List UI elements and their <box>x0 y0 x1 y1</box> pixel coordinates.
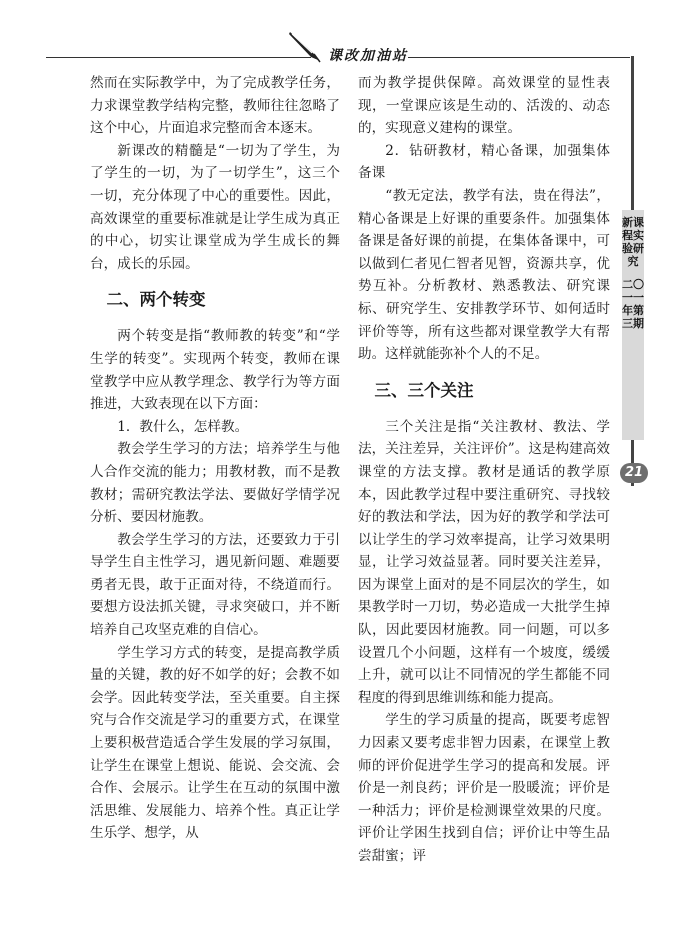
paragraph: 教会学生学习的方法；培养学生与他人合作交流的能力；用教材教，而不是教教材；需研究教法学法、要做好学情学况分析、要因材施教。 <box>90 441 340 526</box>
paragraph: 新课改的精髓是“一切为了学生，为了学生的一切，为了一切学生”，这三个一切，充分体现了中心的重要性。因此，高效课堂的重要标准就是让学生成为真正的中心，切实让课堂成为学生成长的舞台，成长的乐园。 <box>90 142 340 272</box>
page-number: 21 <box>620 463 648 483</box>
paragraph: “教无定法，教学有法，贵在得法”，精心备课是上好课的重要条件。加强集体备课是备好课的前提，在集体备课中，可以做到仁者见仁智者见智，资源共享，优势互补。分析教材、熟悉教法、研究课标、研究学生、安排教学环节、如何适时评价等等，所有这些都对课堂教学大有帮助。这样就能弥补个人的不足。 <box>358 187 610 363</box>
journal-name: 新课程实验研究 <box>622 216 644 268</box>
paragraph: 而为教学提供保障。高效课堂的显性表现，一堂课应该是生动的、活泼的、动态的，实现意义建构的课堂。 <box>358 75 610 137</box>
side-label <box>622 216 644 330</box>
issue-label: 二〇一一年第三期 <box>622 278 644 330</box>
section-heading: 二、两个转变 <box>106 290 206 310</box>
header-title: 课改加油站 <box>328 48 408 64</box>
right-column <box>358 72 610 868</box>
paragraph: 然而在实际教学中，为了完成教学任务，力求课堂教学结构完整，教师往往忽略了这个中心，片面追求完整而舍本逐末。 <box>90 75 340 137</box>
paragraph: 2．钻研教材，精心备课，加强集体备课 <box>358 142 610 182</box>
page-header <box>0 0 680 70</box>
paragraph: 学生学习方式的转变，是提高教学质量的关键，教的好不如学的好；会教不如会学。因此转变学法，至关重要。自主探究与合作交流是学习的重要方式，在课堂上要积极营造适合学生发展的学习氛围，让学生在课堂上想说、能说、会交流、会合作、会展示。让学生在互动的氛围中激活思维、发展能力、培养个性。真正让学生乐学、想学，从 <box>90 644 340 842</box>
paragraph: 学生的学习质量的提高，既要考虑智力因素又要考虑非智力因素，在课堂上教师的评价促进学生学习的提高和发展。评价是一剂良药；评价是一股暖流；评价是一种活力；评价是检测课堂效果的尺度。评价让学困生找到自信；评价让中等生品尝甜蜜；评 <box>358 712 610 864</box>
left-column <box>90 72 340 845</box>
paragraph: 两个转变是指“教师教的转变”和“学生学的转变”。实现两个转变，教师在课堂教学中应从教学理念、教学行为等方面推进，大致表现在以下方面： <box>90 328 340 413</box>
pen-icon <box>286 28 324 64</box>
paragraph: 三个关注是指“关注教材、教法、学法，关注差异，关注评价”。这是构建高效课堂的方法支撑。教材是通话的教学原本，因此教学过程中要注重研究、寻找较好的教法和学法，因为好的教学和学法可以让学生的学习效率提高，让学习效果明显，让学习效益显著。同时要关注差异，因为课堂上面对的是不同层次的学生，如果教学时一刀切，势必造成一大批学生掉队，因此要因材施教。同一问题，可以多设置几个小问题，这样有一个坡度，缓缓上升，就可以让不同情况的学生都能不同程度的得到思维训练和能力提高。 <box>358 418 610 706</box>
header-rule-left <box>46 57 311 58</box>
section-heading: 三、三个关注 <box>374 380 474 400</box>
paragraph: 1．教什么，怎样教。 <box>117 418 249 435</box>
paragraph: 教会学生学习的方法，还要致力于引导学生自主性学习，遇见新问题、难题要勇者无畏，敢于正面对待，不绕道而行。要想方设法抓关键，寻求突破口，并不断培养自己攻坚克难的自信心。 <box>90 531 340 639</box>
header-rule-right <box>408 57 630 58</box>
